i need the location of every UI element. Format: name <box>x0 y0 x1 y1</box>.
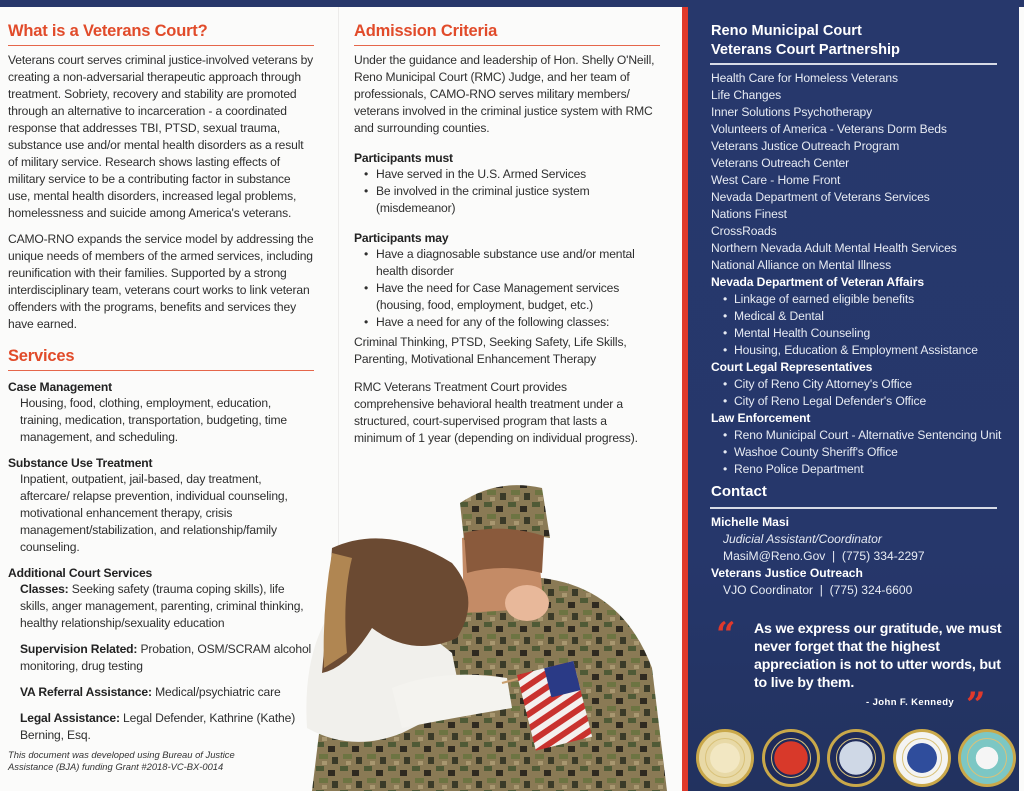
legal-item <box>8 710 298 744</box>
group-title-legal-reps: Court Legal Representatives <box>711 360 873 374</box>
classes-text: Seeking safety (trauma coping skills), life skills, anger management, parenting, criminal thinking, healthy relationship/sexuality education <box>20 582 304 630</box>
marine-corps-seal-icon <box>762 729 820 787</box>
group-item: • Mental Health Counseling <box>711 325 1001 342</box>
partner-item: Northern Nevada Adult Mental Health Services <box>711 241 957 255</box>
contact-email-phone[interactable]: MasiM@Reno.Gov | (775) 334-2297 <box>723 549 925 563</box>
partner-item: Nations Finest <box>711 207 787 221</box>
panel-left <box>8 7 314 773</box>
partner-item: CrossRoads <box>711 224 777 238</box>
quote-author: - John F. Kennedy <box>866 697 955 708</box>
group-item: • City of Reno City Attorney's Office <box>711 376 1001 393</box>
title-divider <box>710 63 997 65</box>
partnership-title <box>711 22 900 60</box>
group-list-law-enforcement <box>711 427 1001 478</box>
classes-item <box>8 581 314 632</box>
partner-item: National Alliance on Mental Illness <box>711 258 892 272</box>
classes-label: Classes: <box>20 582 69 596</box>
partnership-title-line2: Veterans Court Partnership <box>711 42 900 58</box>
partner-item: Inner Solutions Psychotherapy <box>711 105 873 119</box>
group-item: • Washoe County Sheriff's Office <box>711 444 1001 461</box>
va-text: Medical/psychiatric care <box>151 685 281 699</box>
group-title-law-enforcement: Law Enforcement <box>711 411 811 425</box>
group-item: • Reno Municipal Court - Alternative Sentencing Unit <box>711 427 1001 444</box>
coast-guard-seal-icon <box>958 729 1016 787</box>
vjo-phone[interactable]: VJO Coordinator | (775) 324-6600 <box>723 583 913 597</box>
case-management-title: Case Management <box>8 380 112 394</box>
partnership-title-line1: Reno Municipal Court <box>711 23 862 39</box>
participants-may-list <box>354 246 660 331</box>
partners-list <box>711 70 1001 478</box>
contact-role: Judicial Assistant/Coordinator <box>723 532 882 546</box>
navy-seal-icon <box>827 729 885 787</box>
close-quote-icon: ” <box>966 685 986 725</box>
participants-may-title: Participants may <box>354 231 449 245</box>
supervision-text: Probation, OSM/SCRAM alcohol monitoring, drug testing <box>20 642 312 673</box>
group-item: • Medical & Dental <box>711 308 1001 325</box>
what-paragraph-1: Veterans court serves criminal justice-involved veterans by creating a non-adversarial therapeutic approach through treatment. Sobriety, recovery and stability are promoted through an alternative to incarceration - a coordinated response that addresses TBI, PTSD, sexual trauma, substance use and/or mental health disorders as a result of military service. Research shows lasting effects of military service to be a contributing factor in substance use, mental health disorders, increased legal problems, homelessness and suicide among America's veterans. <box>8 53 314 220</box>
participants-must-title: Participants must <box>354 151 453 165</box>
va-label: VA Referral Assistance: <box>20 685 152 699</box>
partner-item: Nevada Department of Veterans Services <box>711 190 930 204</box>
panel-middle <box>354 7 660 447</box>
jfk-quote <box>716 615 1006 725</box>
partner-item: Veterans Justice Outreach Program <box>711 139 900 153</box>
open-quote-icon: “ <box>716 615 736 655</box>
participants-must-list <box>354 166 660 217</box>
vjo-name: Veterans Justice Outreach <box>711 566 863 580</box>
group-item: • Linkage of earned eligible benefits <box>711 291 1001 308</box>
supervision-item <box>8 641 314 675</box>
list-item: • Have a need for any of the following classes: <box>354 314 660 331</box>
partner-item: Health Care for Homeless Veterans <box>711 71 898 85</box>
group-list-legal-reps <box>711 376 1001 410</box>
legal-label: Legal Assistance: <box>20 711 120 725</box>
panel-right-partnership <box>688 0 1019 791</box>
soldier-hair <box>464 529 544 573</box>
substance-text: Inpatient, outpatient, jail-based, day treatment, aftercare/ relapse prevention, individual counseling, motivational enhancement therapy, crisis management/stabilization, and relationship/family counseling. <box>20 472 288 554</box>
section-title-what-is: What is a Veterans Court? <box>8 22 314 46</box>
group-item: • Reno Police Department <box>711 461 1001 478</box>
group-title-nv-veteran-affairs: Nevada Department of Veteran Affairs <box>711 275 925 289</box>
partner-item: West Care - Home Front <box>711 173 841 187</box>
child-hand <box>505 585 549 621</box>
supervision-label: Supervision Related: <box>20 642 138 656</box>
section-title-services: Services <box>8 347 314 371</box>
group-item: • Housing, Education & Employment Assistance <box>711 342 1001 359</box>
va-item <box>8 684 314 701</box>
legal-text: Legal Defender, Kathrine (Kathe) Berning, Esq. <box>20 711 296 742</box>
contact-block <box>711 514 925 599</box>
additional-services-title: Additional Court Services <box>8 566 153 580</box>
admission-intro: Under the guidance and leadership of Hon. Shelly O'Neill, Reno Municipal Court (RMC) Judge, and her team of professionals, CAMO-RNO serves military members/ veterans involved in the criminal justice system with RMC and surrounding counties. <box>354 53 655 135</box>
what-paragraph-2: CAMO-RNO expands the service model by addressing the unique needs of members of the armed services, including reunification with their families. Supported by a strong interdisciplinary team, veterans court works to link veteran offenders with the programs, benefits and services they have earned. <box>8 232 314 331</box>
soldier-child-photo <box>292 478 674 791</box>
section-title-admission: Admission Criteria <box>354 22 660 46</box>
classes-list: Criminal Thinking, PTSD, Seeking Safety, Life Skills, Parenting, Motivational Enhancement Therapy <box>354 335 627 366</box>
list-item: • Have the need for Case Management services (housing, food, employment, budget, etc.) <box>354 280 660 314</box>
partner-item: Life Changes <box>711 88 782 102</box>
contact-divider <box>710 507 997 509</box>
group-list-nv-veteran-affairs <box>711 291 1001 359</box>
substance-title: Substance Use Treatment <box>8 456 153 470</box>
army-seal-icon <box>696 729 754 787</box>
list-item: • Have served in the U.S. Armed Services <box>354 166 660 183</box>
contact-title: Contact <box>711 483 767 500</box>
quote-text: As we express our gratitude, we must never forget that the highest appreciation is not to utter words, but to live by them. <box>754 621 1002 691</box>
military-seals <box>696 729 1016 787</box>
funding-note: This document was developed using Bureau of Justice Assistance (BJA) funding Grant #2018-VC-BX-0014 <box>8 749 235 772</box>
case-management-text: Housing, food, clothing, employment, education, training, medication, transportation, budgeting, time management, and scheduling. <box>20 396 288 444</box>
partner-item: Veterans Outreach Center <box>711 156 850 170</box>
group-item: • City of Reno Legal Defender's Office <box>711 393 1001 410</box>
partner-item: Volunteers of America - Veterans Dorm Beds <box>711 122 947 136</box>
list-item: • Have a diagnosable substance use and/or mental health disorder <box>354 246 660 280</box>
air-force-seal-icon <box>893 729 951 787</box>
rmc-treatment-text: RMC Veterans Treatment Court provides comprehensive behavioral health treatment under a structured, court-supervised program that lasts a minimum of 1 year (depending on individual progress). <box>354 380 638 445</box>
list-item: • Be involved in the criminal justice system (misdemeanor) <box>354 183 660 217</box>
contact-name: Michelle Masi <box>711 515 789 529</box>
